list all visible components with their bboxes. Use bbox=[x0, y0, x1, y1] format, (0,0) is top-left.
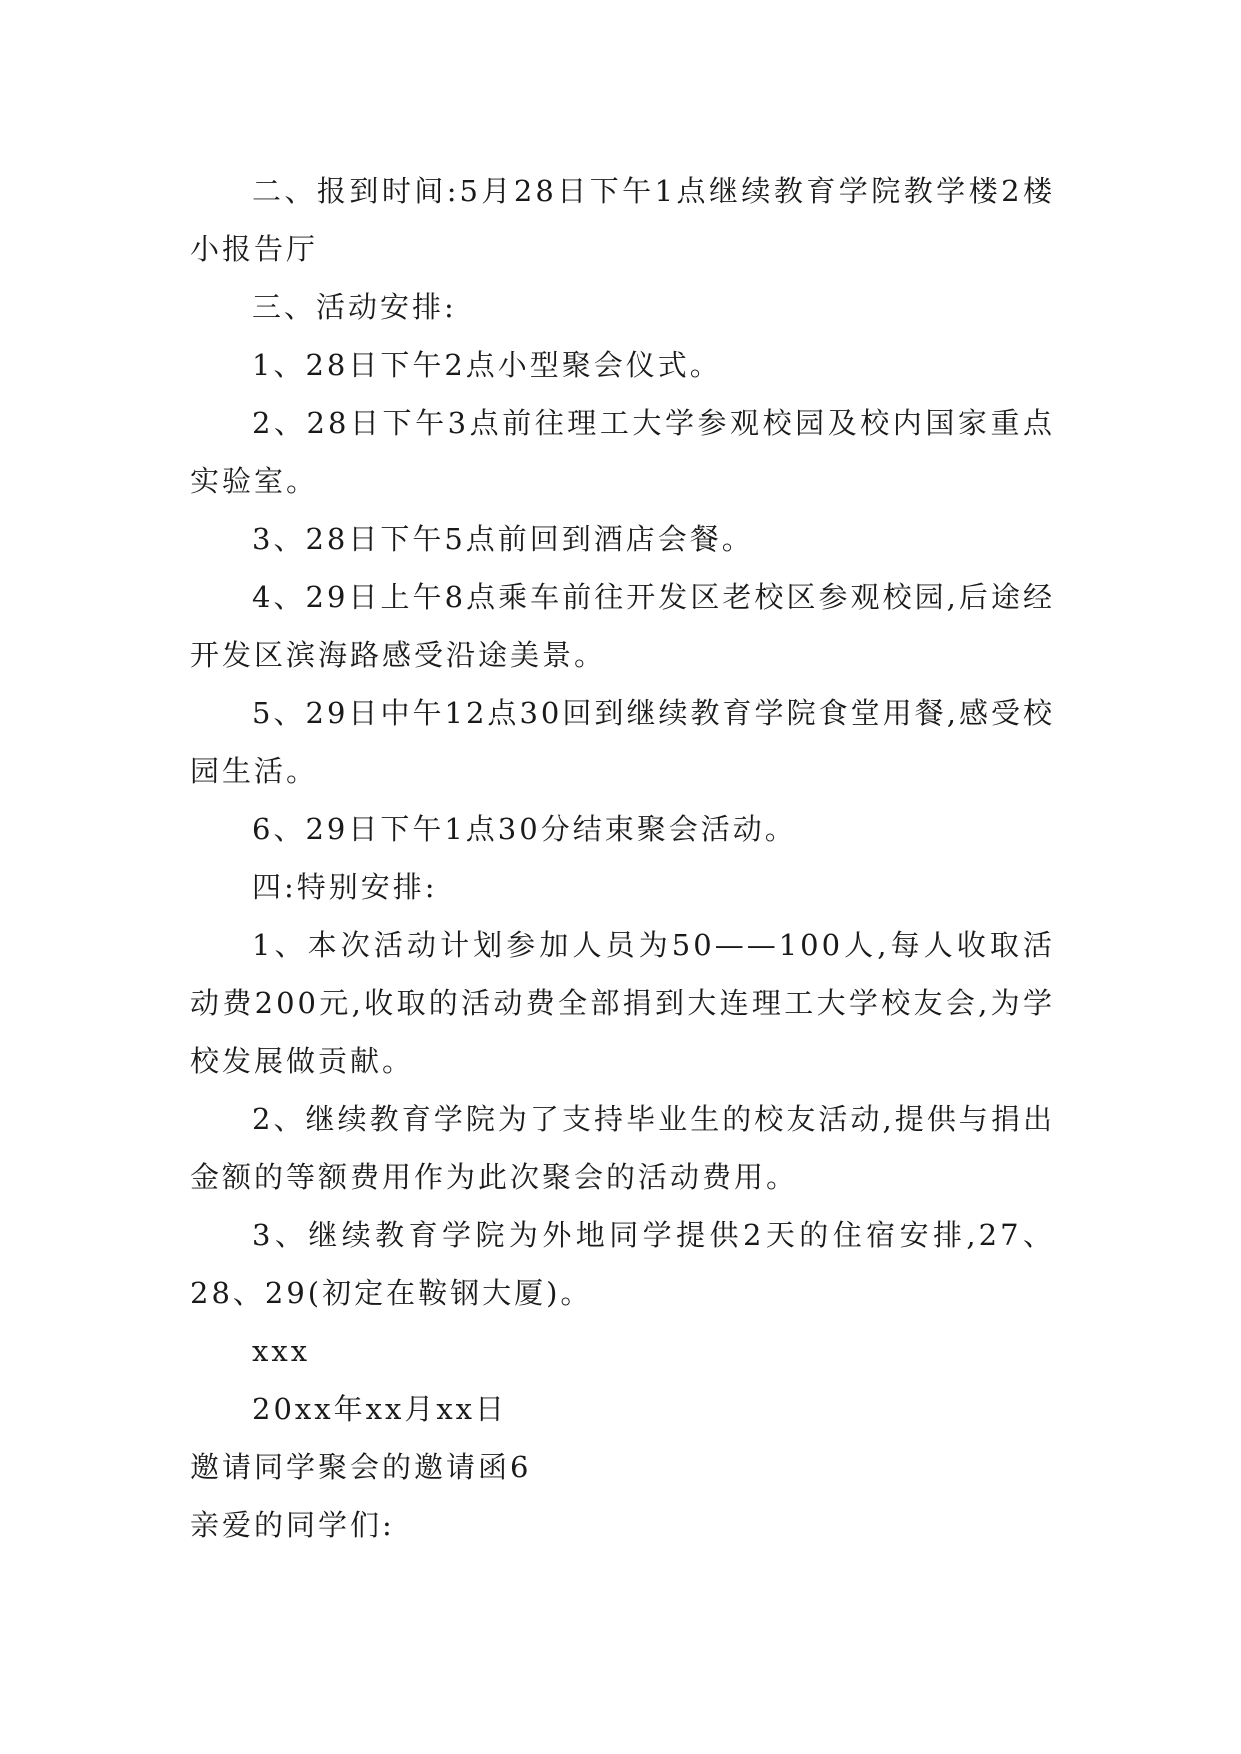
signature-date: 20xx年xx月xx日 bbox=[252, 1392, 508, 1426]
paragraph-special-2: 2、继续教育学院为了支持毕业生的校友活动,提供与捐出金额的等额费用作为此次聚会的活动费用。 bbox=[190, 1102, 1055, 1194]
paragraph-registration-time: 二、报到时间:5月28日下午1点继续教育学院教学楼2楼小报告厅 bbox=[190, 174, 1055, 266]
paragraph-activity-4: 4、29日上午8点乘车前往开发区老校区参观校园,后途经开发区滨海路感受沿途美景。 bbox=[190, 580, 1055, 672]
document-body bbox=[190, 162, 1055, 1554]
paragraph-activity-heading: 三、活动安排: bbox=[252, 290, 457, 324]
section-title: 邀请同学聚会的邀请函6 bbox=[190, 1450, 532, 1484]
paragraph-activity-3: 3、28日下午5点前回到酒店会餐。 bbox=[252, 522, 754, 556]
paragraph-activity-6: 6、29日下午1点30分结束聚会活动。 bbox=[252, 812, 797, 846]
salutation: 亲爱的同学们: bbox=[190, 1508, 395, 1542]
paragraph-activity-1: 1、28日下午2点小型聚会仪式。 bbox=[252, 348, 722, 382]
paragraph-activity-5: 5、29日中午12点30回到继续教育学院食堂用餐,感受校园生活。 bbox=[190, 696, 1055, 788]
paragraph-activity-2: 2、28日下午3点前往理工大学参观校园及校内国家重点实验室。 bbox=[190, 406, 1055, 498]
paragraph-special-3: 3、继续教育学院为外地同学提供2天的住宿安排,27、28、29(初定在鞍钢大厦)。 bbox=[190, 1218, 1055, 1310]
signature-name: xxx bbox=[252, 1334, 311, 1368]
paragraph-special-1: 1、本次活动计划参加人员为50——100人,每人收取活动费200元,收取的活动费全部捐到大连理工大学校友会,为学校发展做贡献。 bbox=[190, 928, 1055, 1078]
paragraph-special-heading: 四:特别安排: bbox=[252, 870, 438, 904]
